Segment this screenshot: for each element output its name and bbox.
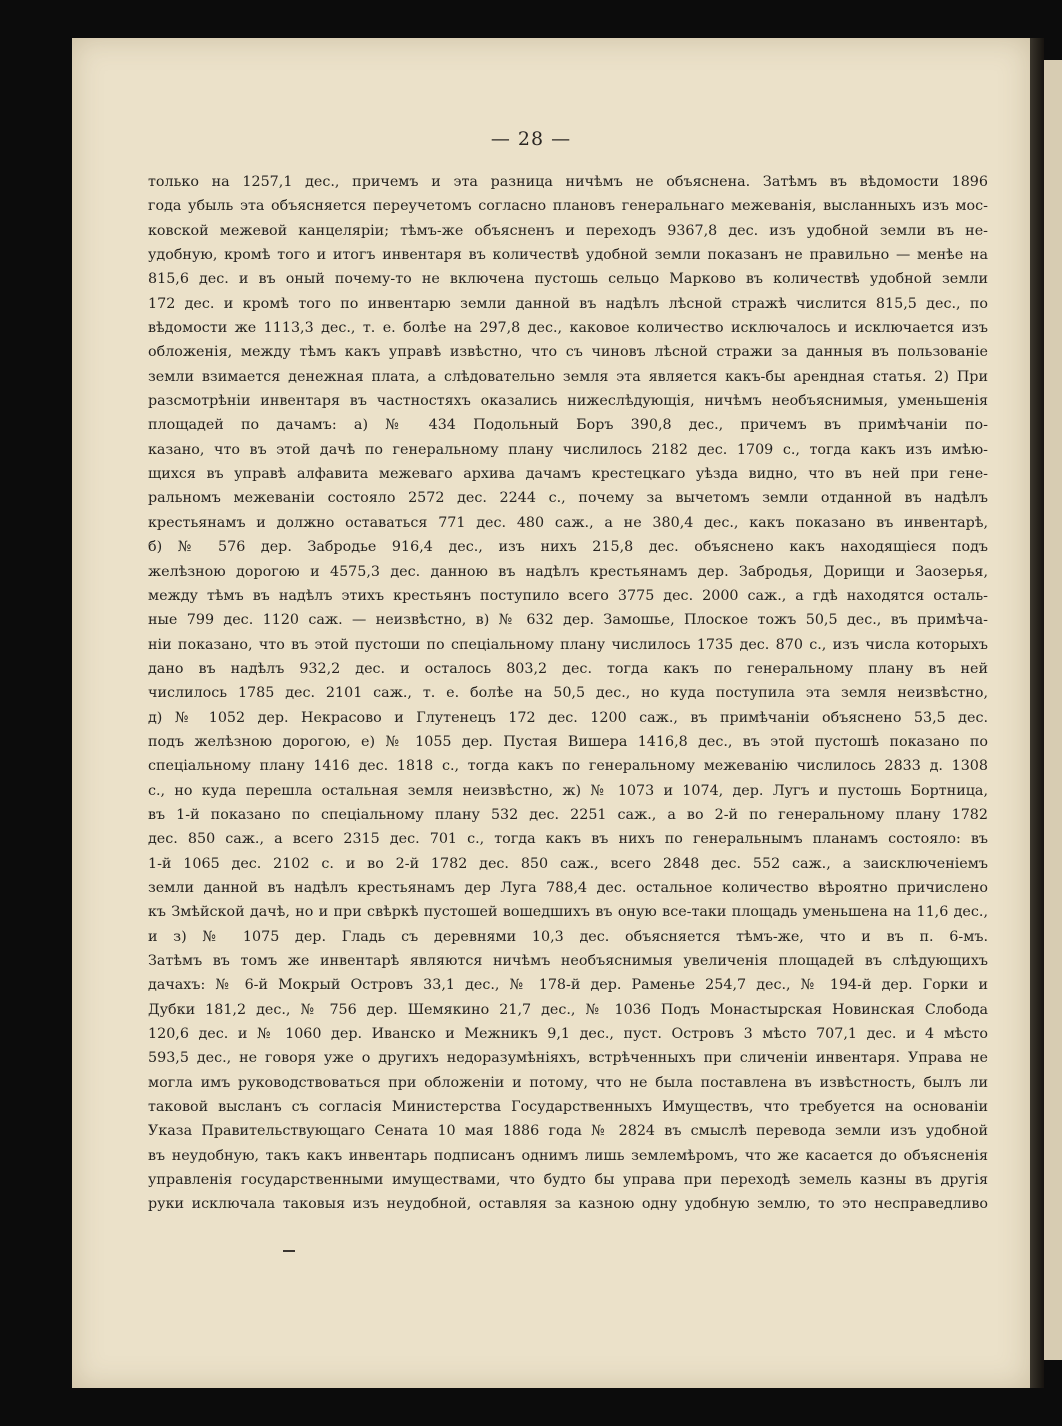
text-line: таковой высланъ съ согласія Министерства Государственныхъ Имуществъ, что требуется на основаніи (148, 1099, 988, 1116)
body-text (148, 170, 988, 1217)
text-line: вѣдомости же 1113,3 дес., т. е. болѣе на 297,8 дес., каковое количество исключалось и исключается изъ (148, 320, 988, 337)
text-line: б) № 576 дер. Забродье 916,4 дес., изъ нихъ 215,8 дес. объяснено какъ находящіеся подъ (148, 539, 988, 556)
text-line: въ 1-й показано по спеціальному плану 532 дес. 2251 саж., а во 2-й по генеральному плану 1782 (148, 806, 988, 823)
page-number: — 28 — (490, 128, 572, 150)
text-line: желѣзною дорогою и 4575,3 дес. данною въ надѣлъ крестьянамъ дер. Забродья, Дорищи и Заозерья, (148, 563, 988, 580)
facing-page-edge (1044, 60, 1062, 1360)
text-line: къ Змѣйской дачѣ, но и при свѣркѣ пустошей вошедшихъ въ оную все-таки площадь уменьшена на 11,6 дес., (148, 904, 988, 921)
text-line: руки исключала таковыя изъ неудобной, оставляя за казною одну удобную землю, то это несправедливо (148, 1196, 988, 1213)
text-line: между тѣмъ въ надѣлъ этихъ крестьянъ поступило всего 3775 дес. 2000 саж., а гдѣ находятся осталь- (148, 587, 988, 604)
text-line: 172 дес. и кромѣ того по инвентарю земли данной въ надѣлъ лѣсной стражѣ числится 815,5 дес., по (148, 295, 988, 312)
text-line: и з) № 1075 дер. Гладь съ деревнями 10,3 дес. объясняется тѣмъ-же, что и въ п. 6-мъ. (148, 928, 988, 945)
text-line: ральномъ межеваніи состояло 2572 дес. 2244 с., почему за вычетомъ земли отданной въ надѣлъ (148, 490, 988, 507)
text-line: числилось 1785 дес. 2101 саж., т. е. болѣе на 50,5 дес., но куда поступила эта земля неизвѣстно, (148, 685, 988, 702)
text-line: с., но куда перешла остальная земля неизвѣстно, ж) № 1073 и 1074, дер. Лугъ и пустошь Бортница, (148, 782, 988, 799)
text-line: въ неудобную, такъ какъ инвентарь подписанъ однимъ лишь землемѣромъ, что же касается до объясненія (148, 1147, 988, 1164)
text-line: Затѣмъ въ томъ же инвентарѣ являются ничѣмъ необъяснимыя увеличенія площадей въ слѣдующихъ (148, 953, 988, 969)
text-line: земли данной въ надѣлъ крестьянамъ дер Луга 788,4 дес. остальное количество вѣроятно причислено (148, 879, 988, 896)
text-line: 815,6 дес. и въ оный почему-то не включена пустошь сельцо Марково въ количествѣ удобной земли (148, 271, 988, 288)
text-line: года убыль эта объясняется переучетомъ согласно плановъ генеральнаго межеванія, высланныхъ изъ мос- (148, 198, 988, 215)
text-line: дес. 850 саж., а всего 2315 дес. 701 с., тогда какъ въ нихъ по генеральнымъ планамъ состояло: въ (148, 831, 988, 848)
text-line: ные 799 дес. 1120 саж. — неизвѣстно, в) № 632 дер. Замошье, Плоское тожъ 50,5 дес., въ примѣча- (148, 612, 988, 629)
text-line: только на 1257,1 дес., причемъ и эта разница ничѣмъ не объяснена. Затѣмъ въ вѣдомости 1896 (148, 174, 988, 190)
text-line: 1-й 1065 дес. 2102 с. и во 2-й 1782 дес. 850 саж., всего 2848 дес. 552 саж., а заисключеніемъ (148, 855, 988, 872)
page-gutter-shadow (1030, 38, 1044, 1388)
text-line: 593,5 дес., не говоря уже о другихъ недоразумѣніяхъ, встрѣченныхъ при сличеніи инвентаря. Управа не (148, 1050, 988, 1067)
text-line: дано въ надѣлъ 932,2 дес. и осталось 803,2 дес. тогда какъ по генеральному плану въ ней (148, 660, 988, 677)
text-line: дачахъ: № 6-й Мокрый Островъ 33,1 дес., № 178-й дер. Раменье 254,7 дес., № 194-й дер. Горки и (148, 977, 988, 994)
text-line: Дубки 181,2 дес., № 756 дер. Шемякино 21,7 дес., № 1036 Подъ Монастырская Новинская Слобода (148, 1001, 988, 1018)
text-line: земли взимается денежная плата, а слѣдовательно земля эта является какъ-бы арендная статья. 2) При (148, 368, 988, 385)
text-line: подъ желѣзною дорогою, е) № 1055 дер. Пустая Вишера 1416,8 дес., въ этой пустошѣ показано по (148, 733, 988, 750)
text-line: Указа Правительствующаго Сената 10 мая 1886 года № 2824 въ смыслѣ перевода земли изъ удобной (148, 1123, 988, 1140)
text-line: спеціальному плану 1416 дес. 1818 с., тогда какъ по генеральному межеванію числилось 2833 д. 1308 (148, 758, 988, 775)
text-line: крестьянамъ и должно оставаться 771 дес. 480 саж., а не 380,4 дес., какъ показано въ инвентарѣ, (148, 514, 988, 531)
ink-mark (283, 1250, 295, 1252)
text-line: казано, что въ этой дачѣ по генеральному плану числилось 2182 дес. 1709 с., тогда какъ изъ имѣю- (148, 441, 988, 458)
text-line: удобную, кромѣ того и итогъ инвентаря въ количествѣ удобной земли показанъ не правильно — менѣе на (148, 247, 988, 264)
text-line: д) № 1052 дер. Некрасово и Глутенецъ 172 дес. 1200 саж., въ примѣчаніи объяснено 53,5 дес. (148, 709, 988, 726)
text-line: ніи показано, что въ этой пустоши по спеціальному плану числилось 1735 дес. 870 с., изъ числа которыхъ (148, 636, 988, 653)
text-line: разсмотрѣніи инвентаря въ частностяхъ оказались нижеслѣдующія, ничѣмъ необъяснимыя, уменьшенія (148, 393, 988, 410)
text-line: щихся въ управѣ алфавита межеваго архива дачамъ крестецкаго уѣзда видно, что въ ней при гене- (148, 466, 988, 483)
text-line: управленія государственными имуществами, что будто бы управа при переходѣ земель казны въ другія (148, 1172, 988, 1189)
text-line: могла имъ руководствоваться при обложеніи и потому, что не была поставлена въ извѣстность, былъ ли (148, 1074, 988, 1091)
text-line: площадей по дачамъ: а) № 434 Подольный Боръ 390,8 дес., причемъ въ примѣчаніи по- (148, 417, 988, 434)
text-line: ковской межевой канцеляріи; тѣмъ-же объясненъ и переходъ 9367,8 дес. изъ удобной земли въ не- (148, 222, 988, 239)
text-line: обложенія, между тѣмъ какъ управѣ извѣстно, что съ чиновъ лѣсной стражи за данныя въ пользованіе (148, 344, 988, 361)
text-line: 120,6 дес. и № 1060 дер. Иванско и Межникъ 9,1 дес., пуст. Островъ 3 мѣсто 707,1 дес. и 4 мѣсто (148, 1026, 988, 1043)
